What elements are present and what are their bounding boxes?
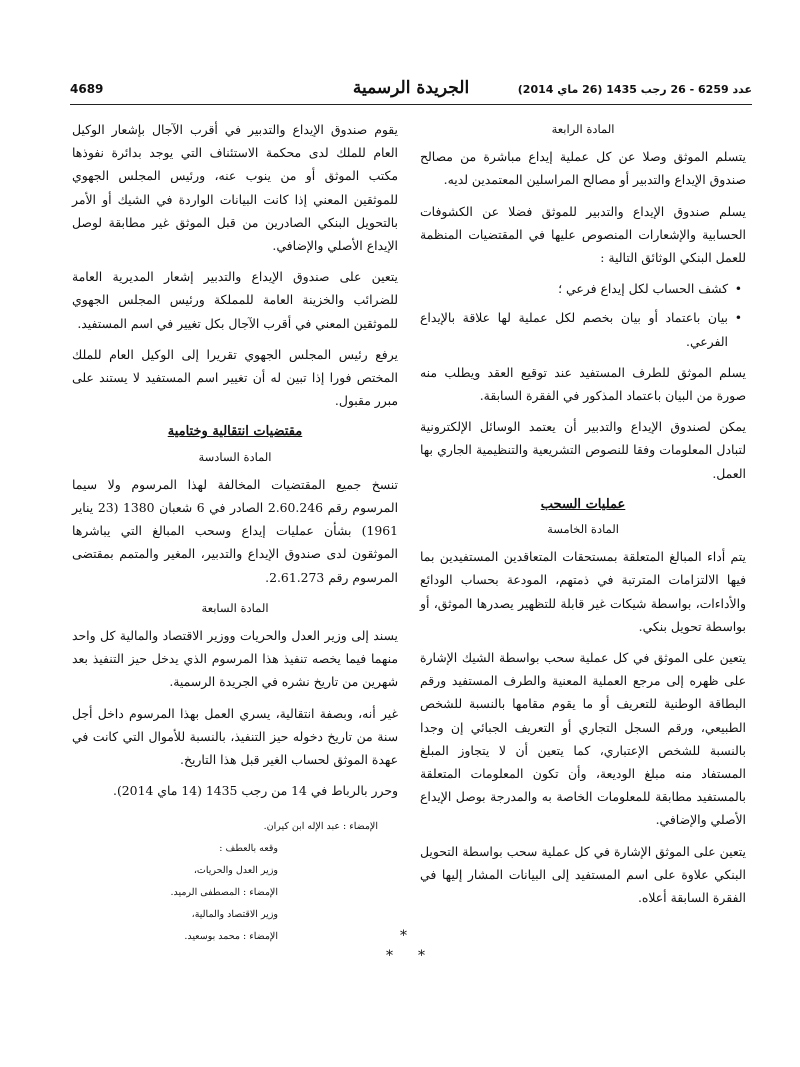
- minister-signature: الإمضاء : المصطفى الرميد.: [170, 887, 278, 899]
- section-title-withdrawal: عمليات السحب: [540, 496, 626, 512]
- article-6-title: المادة السادسة: [198, 449, 272, 464]
- star-icon: *: [400, 928, 407, 944]
- bullet-icon: •: [734, 310, 742, 326]
- minister-title: وزير العدل والحريات،: [193, 865, 278, 877]
- section-title-final: مقتضيات انتقالية وختامية: [167, 424, 303, 440]
- star-icon: *: [386, 948, 393, 964]
- prime-minister-signature: الإمضاء : عبد الإله ابن كيران.: [263, 821, 378, 833]
- paragraph: يتم أداء المبالغ المتعلقة بمستحقات المتعاقدين المستفيدين بما فيها الالتزامات المترتبة في ذمتهم، المودعة بحساب الودائع والأداءات، بواسطة شيكات غير قابلة للتظهير يصدرها الموثق، أو بواسطة تحويل بنكي.: [420, 549, 746, 634]
- bullet-icon: •: [734, 281, 742, 297]
- section-separator: [370, 928, 440, 968]
- paragraph: يتسلم الموثق وصلا عن كل عملية إيداع مباشرة من مصالح صندوق الإيداع والتدبير أو مصالح المراسلين المعتمدين لديه.: [420, 149, 746, 188]
- paragraph: يتعين على صندوق الإيداع والتدبير إشعار المديرية العامة للضرائب والخزينة العامة للمملكة ورئيس المجلس الجهوي للموثقين المعني في أقرب الآجال بكل تغيير في اسم المستفيد.: [72, 269, 398, 331]
- page-header: [70, 78, 752, 102]
- page-number: 4689: [70, 82, 104, 96]
- countersignatures: [72, 838, 278, 948]
- article-5-title: المادة الخامسة: [547, 522, 619, 537]
- issue-info: عدد 6259 - 26 رجب 1435 (26 ماي 2014): [517, 83, 752, 96]
- paragraph: يمكن لصندوق الإيداع والتدبير أن يعتمد الوسائل الإلكترونية لتبادل المعلومات وفقا للنصوص التشريعية والتنظيمية الجاري بها العمل.: [420, 419, 746, 481]
- article-4-title: المادة الرابعة: [551, 122, 615, 136]
- paragraph: يتعين على الموثق في كل عملية سحب بواسطة الشيك الإشارة على ظهره إلى مرجع العملية المعنية والطرف المستفيد ورقم البطاقة الوطنية للتعريف أو ما يقوم مقامها بالنسبة للشخص الطبيعي، ورقم السجل التجاري أو التعريف الجبائي إن وجدا بالنسبة للشخص الإعتباري، كما يتعين أن لا يتجاوز المبلغ المستفاد منه مبلغ الوديعة، وأن تكون المعلومات المتعلقة بالمستفيد مطابقة للمعلومات الخاصة به والمدرجة بوصل الإيداع الأصلي والإضافي.: [420, 650, 746, 828]
- minister-title: وزير الاقتصاد والمالية،: [191, 909, 278, 921]
- header-rule: [70, 104, 752, 105]
- paragraph: تنسخ جميع المقتضيات المخالفة لهذا المرسوم ولا سيما المرسوم رقم 2.60.246 الصادر في 6 شعبان 1380 (23 يناير 1961) بشأن عمليات إيداع وسحب المبالغ التي يباشرها الموثقون لدى صندوق الإيداع والتدبير، المغير والمتمم بمقتضى المرسوم رقم 2.61.273.: [72, 476, 399, 585]
- right-column: [420, 118, 746, 917]
- bullet-list: [420, 277, 746, 353]
- paragraph: يسند إلى وزير العدل والحريات ووزير الاقتصاد والمالية كل واحد منهما فيما يخصه تنفيذ هذا المرسوم الذي يدخل حيز التنفيذ بعد شهرين من تاريخ نشره في الجريدة الرسمية.: [72, 628, 398, 690]
- paragraph: يتعين على الموثق الإشارة في كل عملية سحب بواسطة التحويل البنكي علاوة على اسم المستفيد إلى البيانات المشار إليها في الفقرة السابقة أعلاه.: [420, 843, 746, 906]
- star-icon: *: [418, 948, 425, 964]
- paragraph: وحرر بالرباط في 14 من رجب 1435 (14 ماي 2014).: [113, 783, 398, 799]
- paragraph: يرفع رئيس المجلس الجهوي تقريرا إلى الوكيل العام للملك المختص فورا إذا تبين له أن تغيير اسم المستفيد لا يستند على مبرر مقبول.: [72, 346, 398, 409]
- minister-signature: الإمضاء : محمد بوسعيد.: [184, 931, 278, 943]
- countersign-label: وقعه بالعطف :: [219, 843, 278, 855]
- journal-title: الجريدة الرسمية: [352, 78, 470, 98]
- signature-block: [72, 816, 398, 948]
- paragraph: يسلم الموثق للطرف المستفيد عند توقيع العقد ويطلب منه صورة من البيان باعتماد المذكور في الفقرة السابقة.: [420, 364, 746, 404]
- paragraph: يقوم صندوق الإيداع والتدبير في أقرب الآجال بإشعار الوكيل العام للملك لدى محكمة الاستئناف التي يوجد بدائرة نفوذها مكتب الموثق أو من ينوب عنه، ورئيس المجلس الجهوي للموثقين المعني إذا كانت البيانات الواردة في الشيك أو الأمر بالتحويل البنكي الصادرين من قبل الموثق غير مطابقة لوصل الإيداع الأصلي والإضافي.: [72, 122, 398, 254]
- list-item: • بيان باعتماد أو بيان بخصم لكل عملية لها علاقة بالإيداع الفرعي.: [420, 306, 728, 352]
- article-7-title: المادة السابعة: [201, 600, 269, 615]
- paragraph: غير أنه، وبصفة انتقالية، يسري العمل بهذا المرسوم داخل أجل سنة من تاريخ دخوله حيز التنفيذ، بالنسبة للأموال التي كانت في عهدة الموثق لحساب الغير قبل هذا التاريخ.: [72, 705, 398, 768]
- paragraph: يسلم صندوق الإيداع والتدبير للموثق فضلا عن الكشوفات الحسابية والإشعارات المنصوص عليها في المقتضيات المنظمة للعمل البنكي الوثائق التالية :: [420, 203, 746, 266]
- left-column: [72, 118, 398, 948]
- list-item: • كشف الحساب لكل إيداع فرعي ؛: [420, 277, 728, 300]
